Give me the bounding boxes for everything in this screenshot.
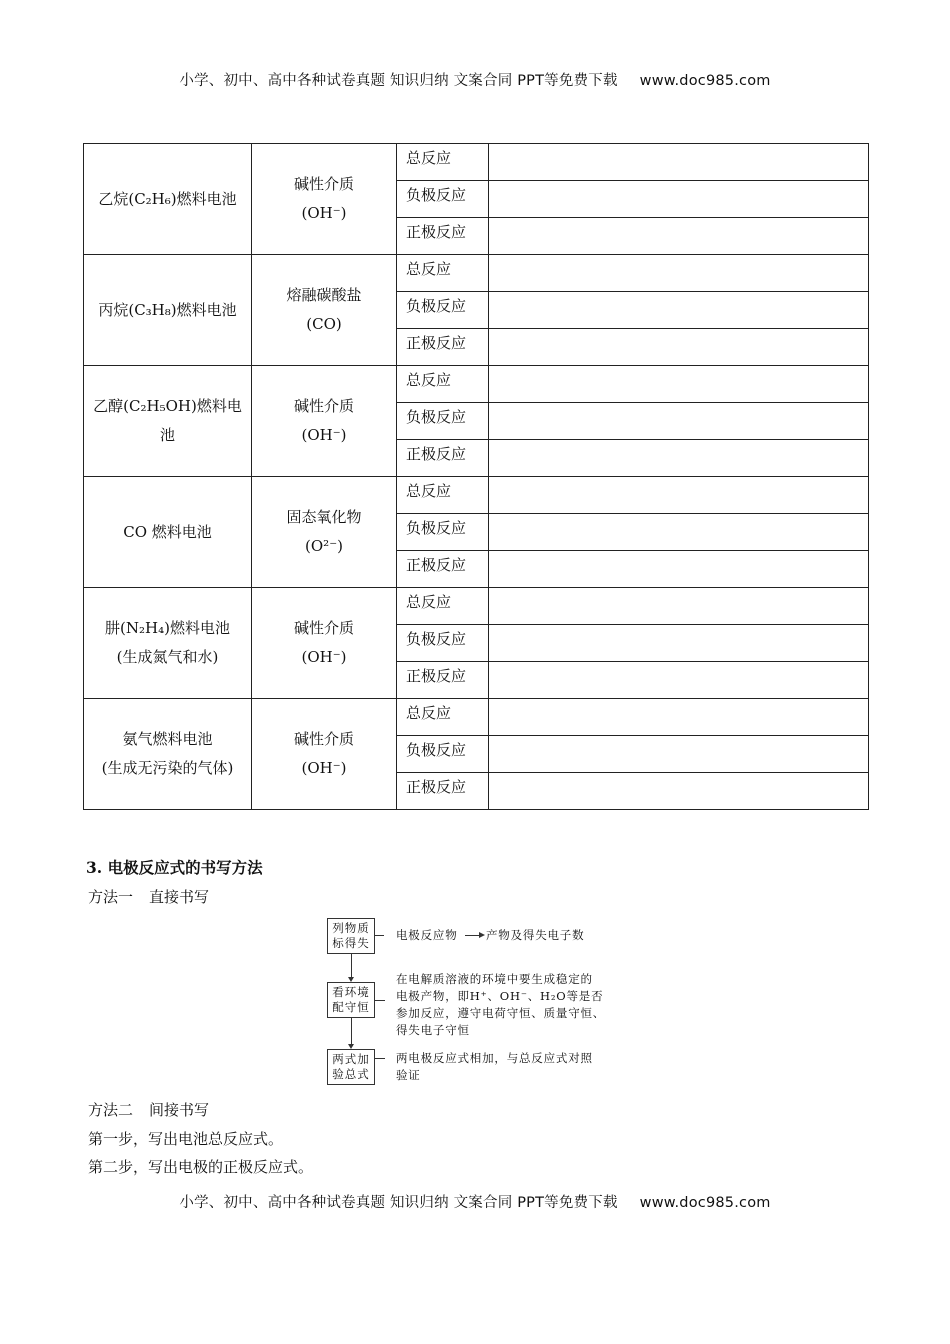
flow-step3-text bbox=[396, 1050, 593, 1084]
cell-name bbox=[84, 366, 252, 477]
label-total: 总反应 bbox=[397, 699, 489, 736]
cell-name-line2: 池 bbox=[159, 426, 175, 444]
page-footer bbox=[0, 1191, 950, 1212]
label-total: 总反应 bbox=[397, 366, 489, 403]
flow-step1-line1: 列物质 bbox=[332, 921, 370, 935]
method-one bbox=[88, 886, 209, 907]
label-positive: 正极反应 bbox=[397, 440, 489, 477]
flow-step3-line1: 两式加 bbox=[332, 1052, 370, 1066]
cell-name bbox=[84, 588, 252, 699]
label-positive: 正极反应 bbox=[397, 218, 489, 255]
answer-blank[interactable] bbox=[489, 403, 869, 440]
medium-line1: 碱性介质 bbox=[293, 619, 354, 637]
flow-step1-line2: 标得失 bbox=[332, 936, 370, 950]
label-positive: 正极反应 bbox=[397, 773, 489, 810]
answer-blank[interactable] bbox=[489, 477, 869, 514]
cell-name bbox=[84, 477, 252, 588]
footer-site: www.doc985.com bbox=[639, 1195, 771, 1211]
cell-name-line1: 乙醇(C₂H₅OH)燃料电 bbox=[93, 397, 242, 415]
flow-step2-text-line: 电极产物，即H⁺、OH⁻、H₂O等是否 bbox=[396, 989, 604, 1003]
answer-blank[interactable] bbox=[489, 255, 869, 292]
flow-step1-text-b: 产物及得失电子数 bbox=[486, 928, 585, 942]
medium-line1: 碱性介质 bbox=[293, 175, 354, 193]
answer-blank[interactable] bbox=[489, 625, 869, 662]
cell-medium bbox=[252, 366, 397, 477]
connector bbox=[375, 935, 384, 936]
cell-name bbox=[84, 144, 252, 255]
answer-blank[interactable] bbox=[489, 588, 869, 625]
flow-step3-text-line: 两电极反应式相加，与总反应式对照 bbox=[396, 1051, 593, 1065]
label-total: 总反应 bbox=[397, 588, 489, 625]
label-negative: 负极反应 bbox=[397, 403, 489, 440]
cell-medium bbox=[252, 699, 397, 810]
page-header bbox=[0, 69, 950, 90]
method-one-label: 方法一 bbox=[88, 888, 134, 906]
medium-line2: (OH⁻) bbox=[301, 204, 347, 222]
method-two-text: 间接书写 bbox=[149, 1101, 210, 1119]
flow-step1-box bbox=[327, 918, 375, 954]
answer-blank[interactable] bbox=[489, 514, 869, 551]
medium-line2: (OH⁻) bbox=[301, 426, 347, 444]
cell-medium bbox=[252, 477, 397, 588]
answer-blank[interactable] bbox=[489, 329, 869, 366]
label-positive: 正极反应 bbox=[397, 329, 489, 366]
flow-step2-line2: 配守恒 bbox=[332, 1000, 370, 1014]
answer-blank[interactable] bbox=[489, 366, 869, 403]
arrow-right-icon bbox=[479, 932, 485, 938]
flow-step2-text bbox=[396, 971, 605, 1039]
answer-blank[interactable] bbox=[489, 662, 869, 699]
label-positive: 正极反应 bbox=[397, 551, 489, 588]
cell-name bbox=[84, 699, 252, 810]
flow-step2-text-line: 得失电子守恒 bbox=[396, 1023, 470, 1037]
cell-name-text: CO 燃料电池 bbox=[123, 522, 212, 541]
flow-step3-line2: 验总式 bbox=[332, 1067, 370, 1081]
method-one-text: 直接书写 bbox=[149, 888, 210, 906]
label-negative: 负极反应 bbox=[397, 292, 489, 329]
flow-step2-box bbox=[327, 982, 375, 1018]
cell-name-text: 乙烷(C₂H₆)燃料电池 bbox=[98, 189, 237, 208]
connector bbox=[351, 954, 352, 977]
medium-line1: 固态氧化物 bbox=[286, 508, 362, 526]
cell-name-line2: (生成无污染的气体) bbox=[101, 759, 234, 777]
medium-line2: (OH⁻) bbox=[301, 759, 347, 777]
cell-name-line1: 肼(N₂H₄)燃料电池 bbox=[105, 619, 230, 637]
label-total: 总反应 bbox=[397, 477, 489, 514]
footer-text: 小学、初中、高中各种试卷真题 知识归纳 文案合同 PPT等免费下载 bbox=[179, 1195, 618, 1211]
header-text: 小学、初中、高中各种试卷真题 知识归纳 文案合同 PPT等免费下载 bbox=[179, 73, 618, 89]
connector bbox=[375, 1058, 385, 1059]
method-two bbox=[88, 1099, 209, 1120]
answer-blank[interactable] bbox=[489, 773, 869, 810]
answer-blank[interactable] bbox=[489, 218, 869, 255]
flow-step2-text-line: 参加反应，遵守电荷守恒、质量守恒、 bbox=[396, 1006, 606, 1020]
medium-line2: (OH⁻) bbox=[301, 648, 347, 666]
medium-line2: (O²⁻) bbox=[305, 537, 343, 555]
fuel-cell-table bbox=[83, 143, 869, 810]
medium-line2: (CO) bbox=[306, 315, 342, 333]
flow-step1-text-a: 电极反应物 bbox=[396, 928, 458, 942]
header-site: www.doc985.com bbox=[639, 73, 771, 89]
answer-blank[interactable] bbox=[489, 699, 869, 736]
label-total: 总反应 bbox=[397, 144, 489, 181]
answer-blank[interactable] bbox=[489, 736, 869, 773]
medium-line1: 碱性介质 bbox=[293, 397, 354, 415]
cell-name-line2: (生成氮气和水) bbox=[116, 648, 219, 666]
connector bbox=[375, 1000, 385, 1001]
cell-medium bbox=[252, 144, 397, 255]
flow-diagram bbox=[320, 912, 640, 1092]
step-two: 第二步，写出电极的正极反应式。 bbox=[88, 1158, 314, 1176]
label-negative: 负极反应 bbox=[397, 514, 489, 551]
answer-blank[interactable] bbox=[489, 181, 869, 218]
answer-blank[interactable] bbox=[489, 440, 869, 477]
flow-step1-text bbox=[396, 927, 458, 944]
flow-step2-text-line: 在电解质溶液的环境中要生成稳定的 bbox=[396, 972, 593, 986]
cell-name-text: 丙烷(C₃H₈)燃料电池 bbox=[98, 300, 237, 319]
label-positive: 正极反应 bbox=[397, 662, 489, 699]
label-negative: 负极反应 bbox=[397, 181, 489, 218]
cell-name-line1: 氨气燃料电池 bbox=[122, 730, 213, 748]
label-negative: 负极反应 bbox=[397, 736, 489, 773]
medium-line1: 熔融碳酸盐 bbox=[286, 286, 362, 304]
flow-step3-text-line: 验证 bbox=[396, 1068, 421, 1082]
cell-medium bbox=[252, 588, 397, 699]
method-two-label: 方法二 bbox=[88, 1101, 134, 1119]
cell-medium bbox=[252, 255, 397, 366]
connector bbox=[351, 1018, 352, 1044]
cell-name bbox=[84, 255, 252, 366]
section-title: 3. 电极反应式的书写方法 bbox=[86, 858, 263, 877]
label-total: 总反应 bbox=[397, 255, 489, 292]
answer-blank[interactable] bbox=[489, 551, 869, 588]
step-one: 第一步，写出电池总反应式。 bbox=[88, 1130, 284, 1148]
label-negative: 负极反应 bbox=[397, 625, 489, 662]
flow-step3-box bbox=[327, 1049, 375, 1085]
answer-blank[interactable] bbox=[489, 292, 869, 329]
medium-line1: 碱性介质 bbox=[293, 730, 354, 748]
flow-step2-line1: 看环境 bbox=[332, 985, 370, 999]
answer-blank[interactable] bbox=[489, 144, 869, 181]
